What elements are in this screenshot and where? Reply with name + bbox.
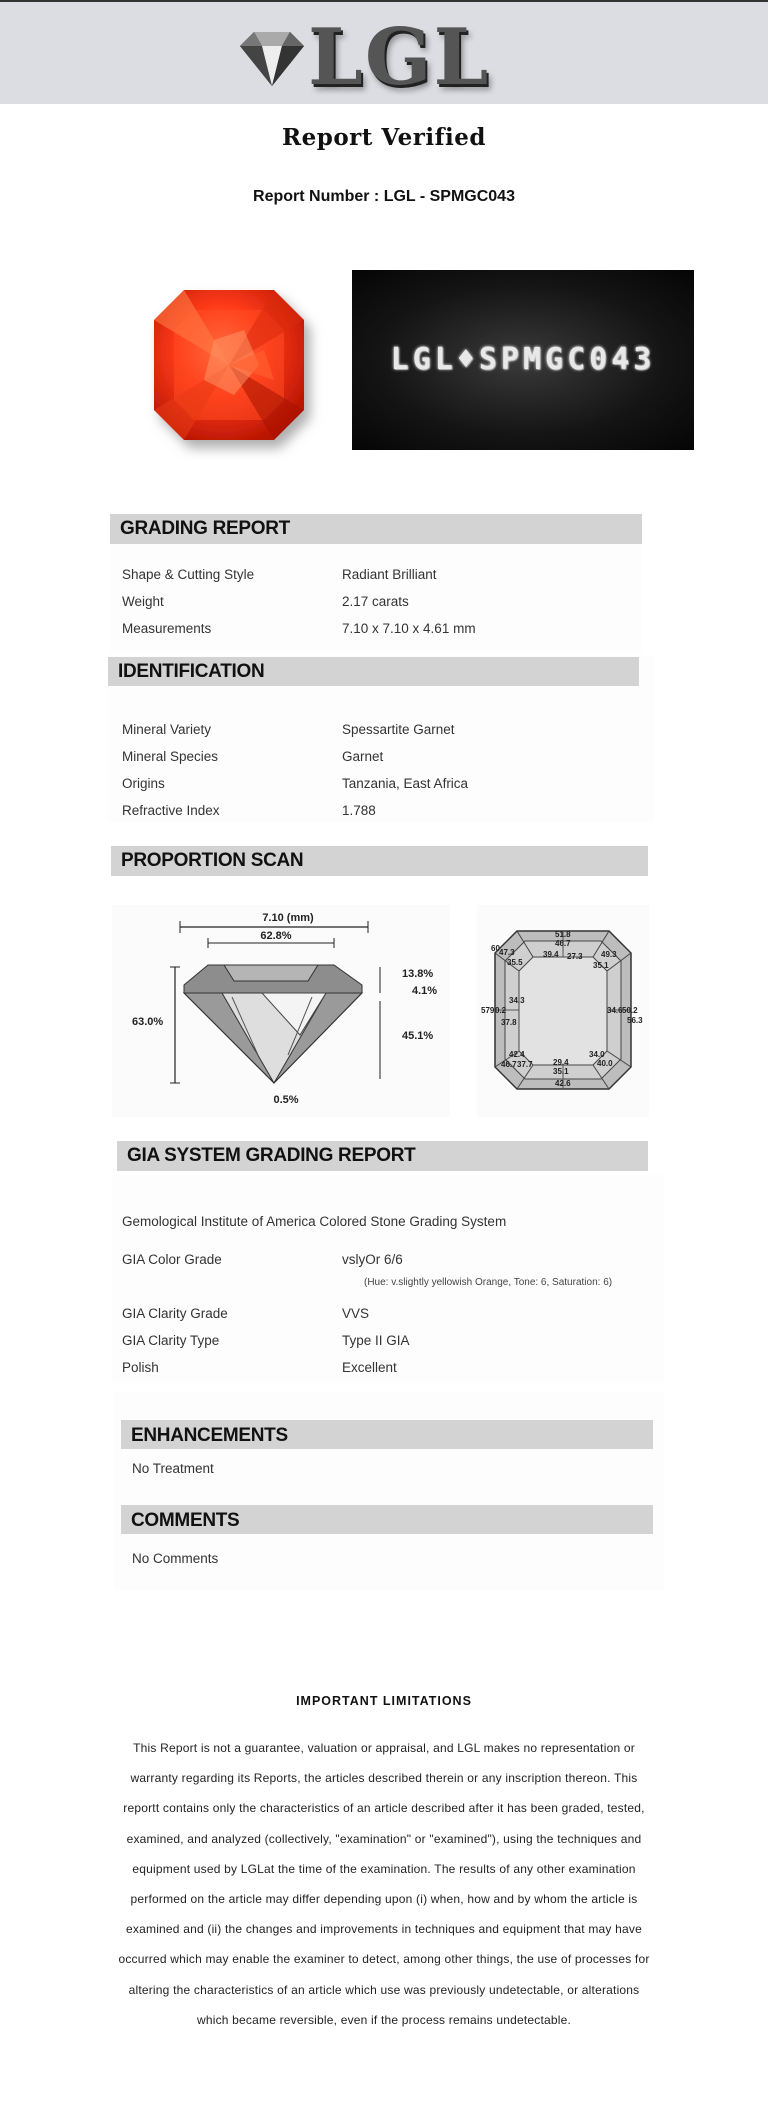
top-view-diagram-box	[477, 905, 649, 1117]
inscription-text: LGL♦SPMGC043	[390, 342, 656, 377]
width-label: 7.10 (mm)	[262, 912, 314, 924]
row-label: Weight	[122, 594, 164, 609]
top-value: 46.7	[501, 1060, 517, 1069]
top-value: 34.6	[607, 1006, 623, 1015]
enhancements-heading: ENHANCEMENTS	[121, 1420, 653, 1449]
top-value: 42.4	[509, 1050, 525, 1059]
grading-report-heading: GRADING REPORT	[110, 514, 642, 544]
row-value: VVS	[342, 1306, 370, 1321]
header-bar	[0, 0, 768, 104]
gia-system-text: Gemological Institute of America Colored Stone Grading System	[122, 1214, 507, 1229]
pavilion-label: 45.1%	[402, 1030, 434, 1042]
comments-heading: COMMENTS	[121, 1505, 653, 1534]
top-value: 37.7	[517, 1060, 533, 1069]
row-value: Spessartite Garnet	[342, 722, 455, 737]
side-profile-diagram	[112, 905, 450, 1117]
enhancements-text: No Treatment	[132, 1461, 214, 1476]
report-number: Report Number : LGL - SPMGC043	[253, 188, 515, 205]
row-label: GIA Clarity Grade	[122, 1306, 228, 1321]
row-value: vslyOr 6/6	[342, 1252, 403, 1267]
table-label: 62.8%	[260, 930, 292, 942]
row-value: 1.788	[342, 803, 376, 818]
top-value: 35.1	[593, 961, 609, 970]
row-value: 7.10 x 7.10 x 4.61 mm	[342, 621, 476, 636]
row-value: Tanzania, East Africa	[342, 776, 469, 791]
top-value: 35.5	[507, 958, 523, 967]
gia-color-note: (Hue: v.slightly yellowish Orange, Tone: 6, Saturation: 6)	[364, 1277, 613, 1288]
top-value: 49.3	[601, 950, 617, 959]
top-value: 27.3	[567, 952, 583, 961]
row-label: Mineral Species	[122, 749, 219, 764]
top-value: 37.8	[501, 1018, 517, 1027]
limitations-heading: IMPORTANT LIMITATIONS	[296, 1694, 472, 1708]
top-value: 0.2	[495, 1006, 507, 1015]
gia-heading: GIA SYSTEM GRADING REPORT	[117, 1141, 648, 1171]
culet-label: 0.5%	[273, 1094, 299, 1106]
identification-heading: IDENTIFICATION	[108, 657, 639, 686]
top-value: 56.3	[627, 1016, 643, 1025]
row-value: Excellent	[342, 1360, 397, 1375]
girdle-label: 4.1%	[412, 985, 438, 997]
top-value: 39.4	[543, 950, 559, 959]
row-value: Radiant Brilliant	[342, 567, 437, 582]
logo-text: LGL	[308, 12, 491, 103]
top-view-diagram	[477, 905, 649, 1117]
top-value: 42.6	[555, 1079, 571, 1088]
top-value: 47.3	[499, 948, 515, 957]
row-label: Refractive Index	[122, 803, 220, 818]
diamond-icon	[232, 24, 312, 94]
top-value: 46.7	[555, 939, 571, 948]
row-label: Polish	[122, 1360, 159, 1375]
top-value: 579	[481, 1006, 495, 1015]
row-label: Mineral Variety	[122, 722, 212, 737]
inscription-photo	[352, 270, 694, 450]
lgl-logo[interactable]	[232, 12, 492, 103]
row-value: Garnet	[342, 749, 384, 764]
page-title: Report Verified	[282, 124, 486, 151]
total-depth-label: 63.0%	[132, 1016, 164, 1028]
row-label: GIA Clarity Type	[122, 1333, 220, 1348]
top-value: 29.4	[553, 1058, 569, 1067]
proportion-scan-heading: PROPORTION SCAN	[111, 846, 648, 876]
comments-text: No Comments	[132, 1551, 219, 1566]
top-value: 51.8	[555, 930, 571, 939]
row-label: Origins	[122, 776, 165, 791]
gemstone-photo	[134, 270, 324, 460]
row-label: Shape & Cutting Style	[122, 567, 255, 582]
row-label: Measurements	[122, 621, 212, 636]
row-value: 2.17 carats	[342, 594, 409, 609]
side-profile-diagram-box	[112, 905, 450, 1117]
row-value: Type II GIA	[342, 1333, 410, 1348]
row-label: GIA Color Grade	[122, 1252, 222, 1267]
top-value: 50.2	[622, 1006, 638, 1015]
limitations-text: This Report is not a guarantee, valuation or appraisal, and LGL makes no representation or warranty regarding its Reports, the articles described therein or any inscription thereon. This reportt contains only the characteristics of an article described after it has been graded, tested, examined, and analyzed (collectively, "examination" or "examined"), using the techniques and equipment used by LGLat the time of the examination. The results of any other examination performed on the article may differ depending upon (i) when, how and by whom the article is examined and (ii) the changes and improvements in techniques and equipment that may have occurred which may enable the examiner to detect, among other things, the use of processes for altering the characteristics of an article which use was previously undetectable, or alterations which became reversible, even if the process remains undetectable.	[118, 1741, 650, 2027]
top-value: 40.0	[597, 1059, 613, 1068]
crown-label: 13.8%	[402, 968, 434, 980]
top-value: 34.0	[589, 1050, 605, 1059]
top-value: 35.1	[553, 1067, 569, 1076]
top-value: 60	[491, 944, 500, 953]
top-value: 34.3	[509, 996, 525, 1005]
